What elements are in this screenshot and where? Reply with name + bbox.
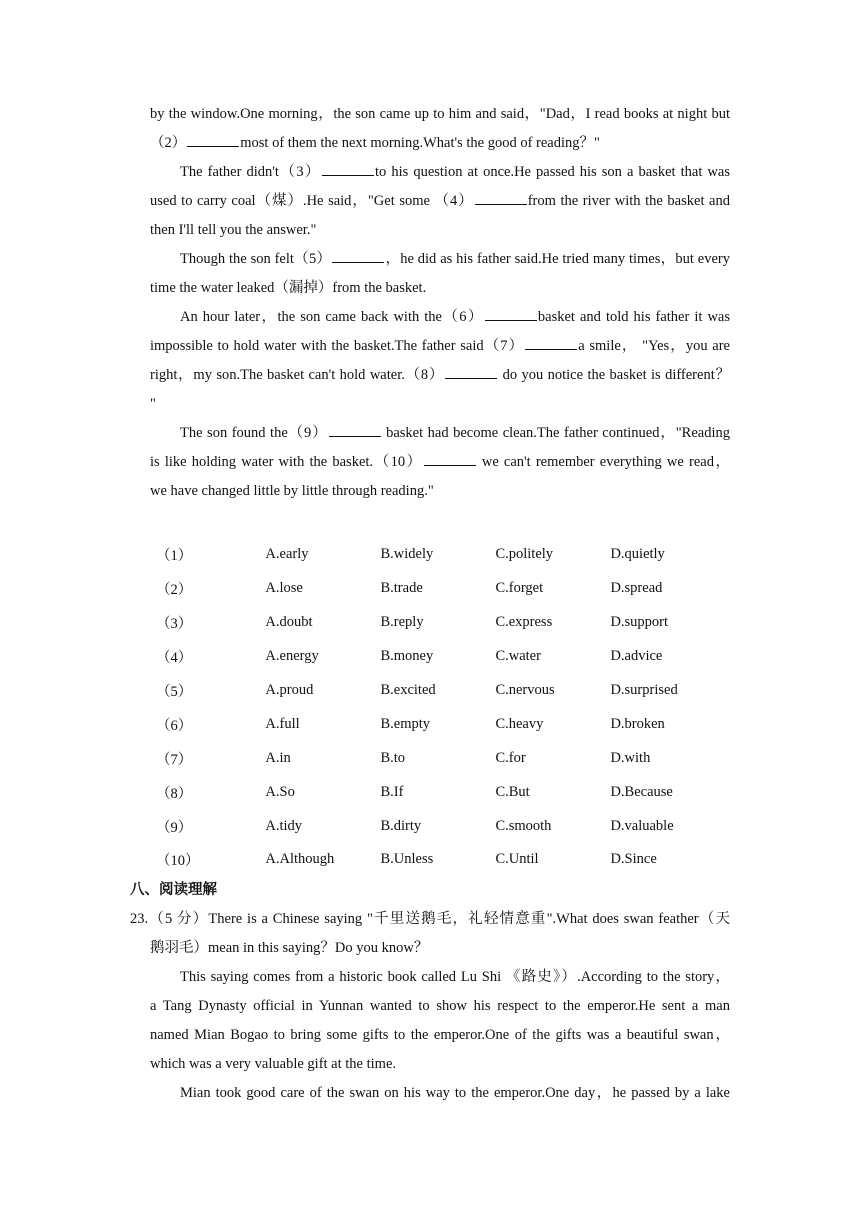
option-b: B.If (380, 783, 404, 800)
option-c: C.Until (495, 851, 539, 868)
passage-line: which was a very valuable gift at the time. (150, 1055, 397, 1072)
option-c: C.nervous (495, 682, 555, 698)
passage-line: Though the son felt（5） ，he did as his father said.He tried many times，but every (150, 245, 730, 274)
answer-blank (445, 364, 497, 379)
answer-blank (332, 248, 384, 263)
option-number: （9） (156, 819, 193, 836)
option-b: B.reply (380, 614, 424, 631)
option-row (156, 606, 730, 640)
option-c: C.heavy (495, 715, 544, 732)
option-d: D.spread (610, 580, 663, 597)
question-23 (130, 905, 730, 1108)
option-a: A.early (265, 546, 309, 563)
passage-line: then I'll tell you the answer." (150, 222, 317, 238)
option-c: C.water (495, 648, 541, 665)
answer-blank (525, 335, 577, 350)
section-title: 八、阅读理解 (130, 881, 217, 898)
option-row (156, 538, 730, 572)
option-a: A.proud (265, 682, 314, 698)
option-number: （5） (156, 684, 193, 700)
answer-blank (485, 306, 537, 321)
passage-line: impossible to hold water with the basket.The father said（7） a smile， "Yes，you are (150, 332, 730, 361)
option-a: A.Although (265, 851, 335, 868)
option-row (156, 640, 730, 674)
answer-blank (424, 451, 476, 466)
question-line: 鹅羽毛）mean in this saying？Do you know？ (150, 939, 429, 956)
option-number: （3） (156, 616, 193, 633)
passage-line: is like holding water with the basket.（10） we can't remember everything we read， (150, 448, 730, 477)
option-row (156, 843, 730, 877)
option-c: C.smooth (495, 817, 552, 834)
answer-blank (187, 132, 239, 147)
option-row (156, 775, 730, 809)
passage-line: named Mian Bogao to bring some gifts to the emperor.One of the gifts was a beautiful swan， (150, 1026, 730, 1043)
passage-line: time the water leaked（漏掉）from the basket. (150, 280, 427, 296)
option-d: D.surprised (610, 682, 678, 698)
option-d: D.valuable (610, 817, 674, 834)
option-a: A.So (265, 783, 295, 800)
option-a: A.lose (265, 580, 303, 597)
passage-line: （2） most of them the next morning.What's the good of reading？" (150, 129, 730, 158)
passage-line: by the window.One morning，the son came up to him and said，"Dad，I read books at night but (150, 106, 730, 122)
option-b: B.dirty (380, 817, 422, 834)
option-row (156, 572, 730, 606)
option-d: D.with (610, 749, 651, 766)
option-row (156, 741, 730, 775)
option-b: B.widely (380, 546, 434, 563)
question-line: 23.（5 分）There is a Chinese saying "千里送鹅毛，礼轻情意重".What does swan feather（天 (130, 910, 730, 927)
option-b: B.trade (380, 580, 423, 597)
passage-line: The father didn't（3） to his question at once.He passed his son a basket that was (150, 158, 730, 187)
passage-line: This saying comes from a historic book called Lu Shi 《路史》）.According to the story， (180, 968, 730, 985)
option-a: A.in (265, 749, 291, 766)
option-c: C.express (495, 614, 553, 631)
option-b: B.empty (380, 715, 431, 732)
option-b: B.excited (380, 682, 436, 698)
option-number: （10） (156, 853, 200, 870)
answer-blank (475, 190, 527, 205)
answer-blank (329, 422, 381, 437)
passage-line: The son found the（9） basket had become clean.The father continued，"Reading (150, 419, 730, 448)
option-c: C.But (495, 783, 530, 800)
option-row (156, 809, 730, 843)
option-row (156, 674, 730, 708)
option-d: D.broken (610, 715, 665, 732)
passage-line: " (150, 396, 156, 412)
passage-line: Mian took good care of the swan on his way to the emperor.One day，he passed by a lake (180, 1084, 730, 1101)
passage-line: right，my son.The basket can't hold water.（8） do you notice the basket is different？ (150, 361, 730, 390)
option-number: （6） (156, 717, 193, 734)
answer-blank (322, 161, 374, 176)
option-number: （8） (156, 785, 193, 802)
option-number: （2） (156, 582, 193, 599)
option-number: （1） (156, 548, 193, 565)
options-table (156, 538, 730, 877)
option-d: D.support (610, 614, 669, 631)
option-c: C.politely (495, 546, 554, 563)
cloze-passage (150, 100, 730, 506)
option-row (156, 707, 730, 741)
option-d: D.quietly (610, 546, 665, 563)
option-a: A.full (265, 715, 300, 732)
option-d: D.advice (610, 648, 663, 665)
passage-line: used to carry coal（煤）.He said，"Get some （4） from the river with the basket and (150, 187, 730, 216)
option-b: B.money (380, 648, 434, 665)
option-b: B.Unless (380, 851, 434, 868)
option-d: D.Because (610, 783, 673, 800)
option-a: A.tidy (265, 817, 303, 834)
option-a: A.energy (265, 648, 319, 665)
option-number: （7） (156, 751, 193, 768)
option-c: C.forget (495, 580, 544, 597)
option-number: （4） (156, 650, 193, 667)
option-c: C.for (495, 749, 526, 766)
option-d: D.Since (610, 851, 657, 868)
passage-line: we have changed little by little through reading." (150, 483, 434, 499)
option-a: A.doubt (265, 614, 313, 631)
content-area (130, 100, 731, 1108)
passage-line: An hour later，the son came back with the（6） basket and told his father it was (150, 303, 730, 332)
option-b: B.to (380, 749, 406, 766)
passage-line: a Tang Dynasty official in Yunnan wanted to show his respect to the emperor.He sent a man (150, 997, 730, 1014)
